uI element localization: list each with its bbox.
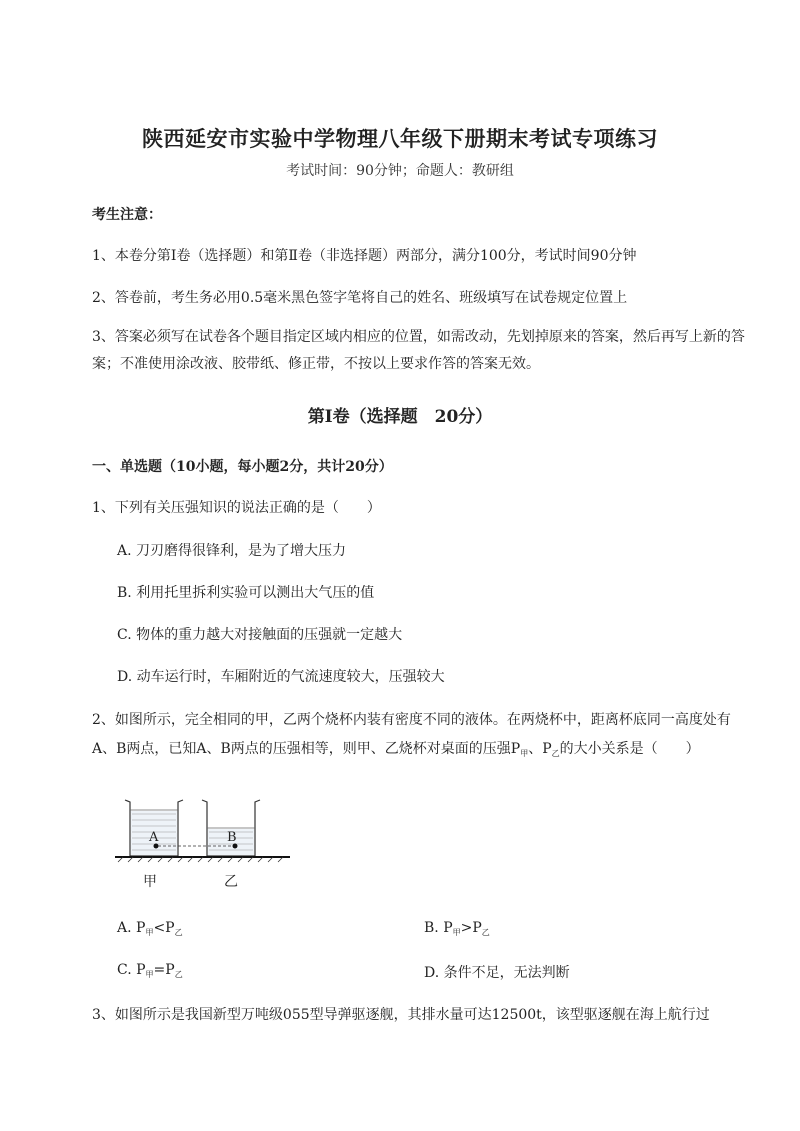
section-title: 第Ⅰ卷（选择题 20分） (307, 407, 493, 427)
figure-label-yi: 乙 (224, 874, 238, 890)
exam-title: 陕西延安市实验中学物理八年级下册期末考试专项练习 (142, 126, 658, 151)
part-heading: 一、单选题（10小题，每小题2分，共计20分） (92, 459, 393, 475)
beakers-figure (110, 790, 310, 870)
exam-subtitle: 考试时间：90分钟；命题人：教研组 (286, 163, 514, 179)
subscript-jia: 甲 (520, 749, 529, 758)
point-a-label: A (149, 830, 159, 845)
question-1-option-a: A. 刀刃磨得很锋利，是为了增大压力 (117, 543, 347, 559)
question-1-option-c: C. 物体的重力越大对接触面的压强就一定越大 (117, 627, 403, 643)
notice-heading: 考生注意： (92, 207, 162, 223)
beaker-jia (125, 800, 183, 856)
question-2-stem: 2、如图所示，完全相同的甲，乙两个烧杯内装有密度不同的液体。在两烧杯中，距离杯底同一高度处有A、B两点，已知A、B两点的压强相等，则甲、乙烧杯对桌面的压强$P_甲$、$P_乙$的大小关系是（ ） (92, 712, 731, 758)
subscript-yi: 乙 (551, 749, 560, 758)
figure-label-jia: 甲 (143, 874, 157, 890)
beaker-yi (202, 800, 260, 856)
notice-item-3: 3、答案必须写在试卷各个题目指定区域内相应的位置，如需改动，先划掉原来的答案，然后再写上新的答案；不准使用涂改液、胶带纸、修正带，不按以上要求作答的答案无效。 (92, 329, 745, 372)
notice-item-1: 1、本卷分第Ⅰ卷（选择题）和第Ⅱ卷（非选择题）两部分，满分100分，考试时间90分钟 (92, 248, 637, 264)
point-b-label: B (227, 830, 237, 845)
notice-item-2: 2、答卷前，考生务必用0.5毫米黑色签字笔将自己的姓名、班级填写在试卷规定位置上 (92, 290, 628, 306)
question-2-option-b: B. $P_甲>P_乙$ (424, 920, 490, 937)
question-2-option-a: A. $P_甲<P_乙$ (117, 920, 183, 937)
question-3-stem: 3、如图所示是我国新型万吨级055型导弹驱逐舰，其排水量可达12500t，该型驱逐舰在海上航行过 (92, 1007, 710, 1023)
question-1-option-b: B. 利用托里拆利实验可以测出大气压的值 (117, 585, 375, 601)
question-2-option-c: C. $P_甲=P_乙$ (117, 962, 183, 979)
question-1-option-d: D. 动车运行时，车厢附近的气流速度较大，压强较大 (117, 669, 445, 685)
question-1-stem: 1、下列有关压强知识的说法正确的是（ ） (92, 500, 381, 516)
question-2-option-d: D. 条件不足，无法判断 (424, 965, 570, 981)
